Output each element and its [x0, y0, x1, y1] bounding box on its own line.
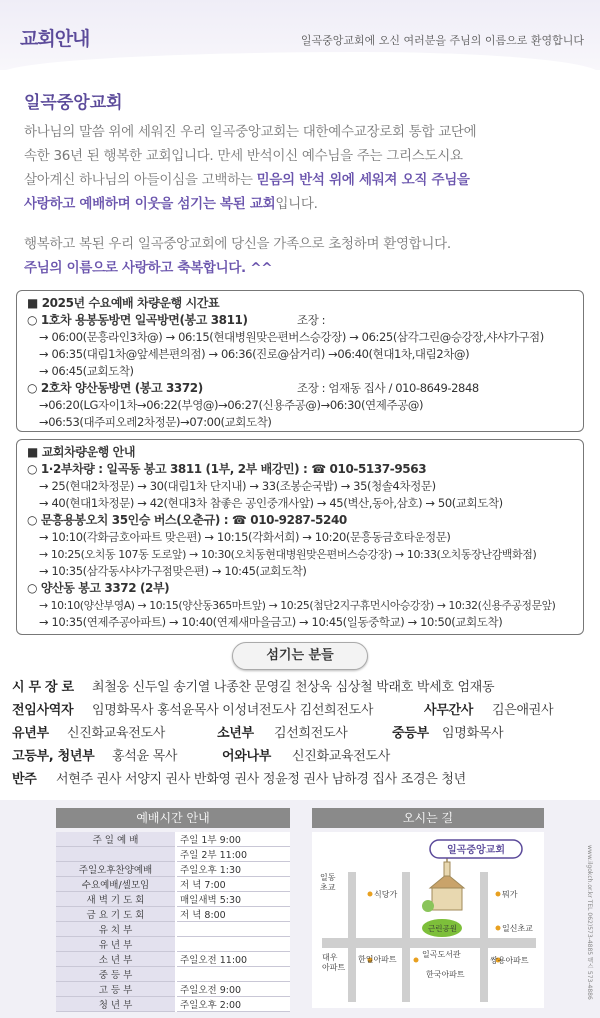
schedule-service-time	[176, 922, 290, 937]
intro-highlight-2: 사랑하고 예배하며 이웃을 섬기는 복된 교회	[24, 196, 276, 212]
schedule-service-time	[176, 967, 290, 982]
schedule-row	[56, 847, 290, 862]
schedule-service-label: 금 요 기 도 회	[56, 907, 176, 922]
schedule-service-time: 주일오후 2:00	[176, 997, 290, 1012]
vehicle3-route-line: → 10:35(연제주공아파트) → 10:40(연제새마을금고) → 10:45(일동중학교) → 10:50(교회도착)	[39, 615, 503, 629]
map-label-mart: 뭐가	[502, 890, 518, 899]
vehicle3-title: ○ 양산동 봉고 3372 (2부)	[27, 581, 170, 595]
staff-names: 서현주 권사 서양지 권사 반화영 권사 정윤정 권사 남하경 집사 조경은 청년	[56, 772, 466, 787]
staff-heading: 섬기는 분들	[232, 642, 368, 670]
vehicle3-route-line: → 10:10(양산부영A) → 10:15(양산동365마트앞) → 10:25(첨단2지구휴먼시아승강장) → 10:32(신용주공정문앞)	[39, 599, 556, 612]
vehicle2-route-line: → 10:35(삼각동샤샤가구점맞은편) → 10:45(교회도착)	[39, 564, 307, 578]
car1-driver: 조장 :	[297, 313, 326, 327]
page-title: 교회안내	[20, 28, 90, 50]
vehicle1-route-line: → 25(현대2차정문) → 30(대림1차 단지내) → 33(조봉순국밥) → 35(청솔4차정문)	[39, 479, 436, 493]
car1-route-line: → 06:45(교회도착)	[39, 364, 134, 378]
staff-names: 신진화교육전도사	[292, 749, 391, 764]
vehicle1-title: ○ 1·2부차량 : 일곡동 봉고 3811 (1부, 2부 배강민) : ☎ 010-5137-9563	[27, 462, 427, 476]
schedule-service-time: 매일새벽 5:30	[176, 892, 290, 907]
map-church-label: 일곡중앙교회	[447, 845, 505, 856]
vehicle2-route-line: → 10:10(각화금호아파트 맞은편) → 10:15(각화서희) → 10:20(문흥동금호타운정문)	[39, 530, 451, 544]
schedule-row	[56, 982, 290, 997]
staff-label: 유년부	[12, 726, 49, 741]
schedule-service-time: 주일오전 9:00	[176, 982, 290, 997]
location-map	[312, 832, 544, 1008]
wednesday-bus-title: ■ 2025년 수요예배 차량운행 시간표	[27, 296, 220, 310]
staff-label: 시 무 장 로	[12, 680, 74, 695]
staff-label: 반주	[12, 772, 37, 787]
header	[0, 0, 600, 78]
car2-driver: 조장 : 엄재동 집사 / 010-8649-2848	[297, 381, 479, 395]
map-label-food-market: 식당가	[374, 890, 398, 899]
schedule-service-time: 주일오전 11:00	[176, 952, 290, 967]
map-label-library: 일곡도서관	[422, 950, 461, 959]
car2-header	[27, 380, 573, 397]
schedule-row	[56, 967, 290, 982]
schedule-service-label: 중 등 부	[56, 967, 176, 982]
schedule-heading: 예배시간 안내	[56, 808, 290, 828]
intro-line-3	[24, 168, 580, 192]
schedule-service-label: 유 치 부	[56, 922, 176, 937]
schedule-service-time	[176, 937, 290, 952]
staff-row-accompanists	[12, 768, 592, 791]
welcome-text: 행복하고 복된 우리 일곡중앙교회에 당신을 가족으로 초청하며 환영합니다.	[24, 236, 451, 252]
header-tagline: 일곡중앙교회에 오신 여러분을 주님의 이름으로 환영합니다	[300, 34, 584, 47]
staff-label: 사무간사	[424, 703, 474, 718]
car2-route-line: →06:20(LG자이1차→06:22(부영@)→06:27(신용주공@)→06:30(연제주공@)	[39, 398, 424, 412]
staff-names: 신진화교육전도사	[67, 726, 166, 741]
intro-line-2: 속한 36년 된 행복한 교회입니다. 만세 반석이신 예수님을 주는 그리스도시요	[24, 148, 463, 164]
car1-header	[27, 312, 573, 329]
intro-highlight-1: 믿음의 반석 위에 세워져 오직 주님을	[256, 172, 470, 188]
schedule-row	[56, 877, 290, 892]
schedule-row	[56, 952, 290, 967]
church-bus-title: ■ 교회차량운행 안내	[27, 445, 136, 459]
schedule-service-time: 주일 1부 9:00	[176, 832, 290, 847]
map-road-middle	[402, 872, 410, 1002]
schedule-row	[56, 832, 290, 847]
staff-names: 최철웅 신두일 송기열 나종찬 문영길 천상욱 심상철 박래호 박세호 엄재동	[92, 680, 495, 695]
staff-row-departments	[12, 722, 592, 745]
map-label-hanguk-apt: 한국아파트	[426, 970, 465, 979]
schedule-table	[56, 832, 290, 1012]
staff-row-ministers	[12, 699, 592, 722]
church-building-icon	[422, 854, 464, 912]
blessing-text: 주님의 이름으로 사랑하고 축복합니다. ^^	[24, 260, 273, 276]
intro-line-3-text: 살아계신 하나님의 아들이심을 고백하는	[24, 172, 257, 188]
staff-label: 고등부, 청년부	[12, 749, 95, 764]
car2-title: ○ 2호차 양산동방면 (봉고 3372)	[27, 381, 203, 395]
staff-names: 김은애권사	[492, 703, 554, 718]
staff-names: 임명화목사 홍석윤목사 이성녀전도사 김선희전도사	[92, 703, 374, 718]
staff-label: 전임사역자	[12, 703, 74, 718]
staff-names: 김선희전도사	[274, 726, 348, 741]
church-name: 일곡중앙교회	[24, 93, 123, 113]
staff-list	[12, 676, 592, 791]
map-label-hanil-apt: 한일아파트	[358, 955, 397, 964]
schedule-row	[56, 862, 290, 877]
schedule-service-label: 새 벽 기 도 회	[56, 892, 176, 907]
intro-line-4	[24, 192, 580, 216]
schedule-row	[56, 997, 290, 1012]
schedule-service-time: 저 녁 7:00	[176, 877, 290, 892]
car1-route-line: → 06:00(문흥라인3차@) → 06:15(현대병원맞은편버스승강장) → 06:25(삼각그린@승강장,샤샤가구점)	[39, 330, 544, 344]
car1-route-line: → 06:35(대림1차@앞세븐편의점) → 06:36(진로@삼거리) →06:40(현대1차,대림2차@)	[39, 347, 470, 361]
intro-paragraph	[24, 120, 580, 216]
schedule-row	[56, 907, 290, 922]
staff-row-youth	[12, 745, 592, 768]
schedule-row	[56, 922, 290, 937]
map-label-ilsin-elem: 일신초교	[502, 924, 533, 933]
map-heading: 오시는 길	[312, 808, 544, 828]
schedule-service-label: 주 일 예 배	[56, 832, 176, 847]
schedule-row	[56, 937, 290, 952]
map-label-park: 근린공원	[428, 924, 457, 933]
schedule-service-time: 주일오후 1:30	[176, 862, 290, 877]
intro-line-1: 하나님의 말씀 위에 세워진 우리 일곡중앙교회는 대한예수교장로회 통합 교단에	[24, 124, 477, 140]
vehicle2-title: ○ 문흥용봉오치 35인승 버스(오춘규) : ☎ 010-9287-5240	[27, 513, 347, 527]
vehicle2-route-line: → 10:25(오치동 107동 도로앞) → 10:30(오치동현대병원맞은편버스승강장) → 10:33(오치동장난감백화점)	[39, 548, 537, 561]
schedule-service-time: 저 녁 8:00	[176, 907, 290, 922]
staff-names: 홍석윤 목사	[112, 749, 178, 764]
staff-label: 소년부	[217, 726, 254, 741]
schedule-row	[56, 892, 290, 907]
welcome-paragraph	[24, 232, 580, 280]
staff-label: 중등부	[392, 726, 429, 741]
wednesday-bus-box	[16, 290, 584, 432]
vehicle1-route-line: → 40(현대1차정문) → 42(현대3차 참좋은 공인중개사앞) → 45(벽산,동아,삼호) → 50(교회도착)	[39, 496, 503, 510]
staff-row-elders	[12, 676, 592, 699]
schedule-service-label	[56, 847, 176, 862]
car2-route-line: →06:53(대주피오레2차정문)→07:00(교회도착)	[39, 415, 272, 429]
map-label-ilgok-elem-1: 일동	[320, 873, 336, 882]
schedule-service-label: 주일오후찬양예배	[56, 862, 176, 877]
map-svg	[312, 832, 544, 1008]
schedule-service-time: 주일 2부 11:00	[176, 847, 290, 862]
schedule-service-label: 수요예배/셀모임	[56, 877, 176, 892]
map-road-right	[480, 872, 488, 1002]
car1-title: ○ 1호차 용봉동방면 일곡방면(봉고 3811)	[27, 313, 248, 327]
schedule-service-label: 소 년 부	[56, 952, 176, 967]
map-label-ssangyong-apt: 쌍용아파트	[490, 956, 529, 965]
staff-label: 어와나부	[222, 749, 272, 764]
contact-side-note: www.ilgokch.or.kr TEL 062)573-4885 팩스 573-4886	[586, 845, 593, 1000]
map-road-left	[348, 872, 356, 1002]
map-label-ilgok-elem-2: 초교	[320, 883, 336, 892]
map-label-daewoo-2: 아파트	[322, 963, 346, 972]
schedule-service-label: 고 등 부	[56, 982, 176, 997]
schedule-service-label: 청 년 부	[56, 997, 176, 1012]
map-label-daewoo-1: 대우	[322, 953, 338, 962]
schedule-service-label: 유 년 부	[56, 937, 176, 952]
intro-line-4-text: 입니다.	[275, 196, 318, 212]
staff-names: 임명화목사	[442, 726, 504, 741]
church-bus-box	[16, 439, 584, 635]
